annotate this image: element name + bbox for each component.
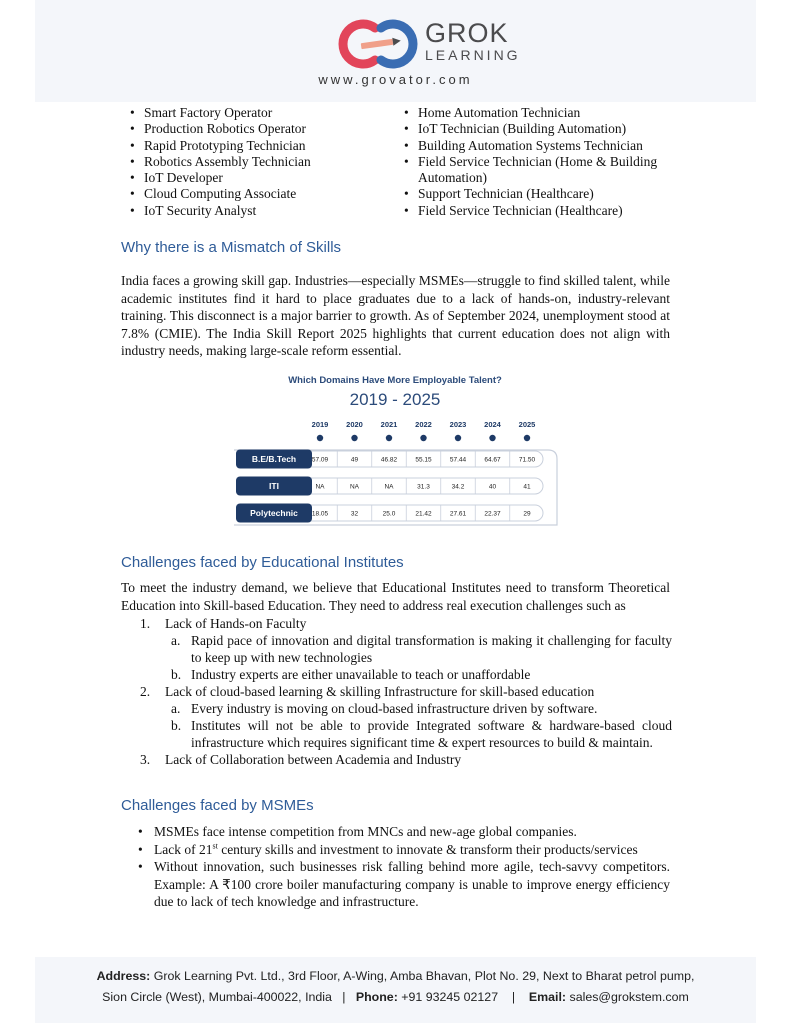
list-item: b. Institutes will not be able to provide Integrated software & hardware-based cloud infrastructure which requires significant time & expert resources to build & maintain.	[171, 718, 672, 750]
mismatch-heading: Why there is a Mismatch of Skills	[121, 239, 342, 256]
list-item: • Building Automation Systems Technician	[398, 138, 678, 154]
year-label: 2024	[484, 420, 501, 429]
list-item: • Field Service Technician (Healthcare)	[398, 203, 678, 219]
mismatch-paragraph: India faces a growing skill gap. Industries—especially MSMEs—struggle to find skilled talent, while academic institutes find it hard to place graduates due to a lack of hands-on, industry-relevant training. This disconnect is a major barrier to growth. As of September 2024, unemployment stood at 7.8% (CMIE). The India Skill Report 2025 highlights that current education does not align with industry needs, making large-scale reform essential.	[121, 273, 670, 358]
page-header	[35, 0, 756, 102]
footer-contact-line: Sion Circle (West), Mumbai-400022, India | Phone: +91 93245 02127 | Email: sales@grokstem.com	[102, 990, 689, 1004]
cell-value: 25.0	[382, 510, 396, 518]
cell-value: 27.61	[449, 510, 467, 518]
cell-value: 40	[488, 483, 497, 491]
list-item: • Cloud Computing Associate	[124, 186, 384, 202]
year-dot	[420, 435, 426, 441]
cell-value: 34.2	[451, 483, 465, 491]
year-label: 2022	[415, 420, 432, 429]
cell-value: 57.09	[311, 456, 329, 464]
year-dot	[455, 435, 461, 441]
cell-value: NA	[349, 483, 360, 491]
footer-email[interactable]: sales@grokstem.com	[566, 990, 689, 1004]
list-item: • IoT Technician (Building Automation)	[398, 121, 678, 137]
page-footer	[35, 957, 756, 1023]
cell-value: 32	[350, 510, 359, 518]
footer-phone[interactable]: +91 93245 02127	[397, 990, 499, 1004]
cell-value: 57.44	[449, 456, 467, 464]
brand-subtitle: LEARNING	[425, 47, 521, 63]
list-item: 3. Lack of Collaboration between Academia and Industry	[140, 752, 462, 767]
cell-value: NA	[315, 483, 325, 491]
cell-value: 55.15	[415, 456, 432, 464]
list-item: • Production Robotics Operator	[124, 121, 384, 137]
list-item: • Lack of 21st century skills and investment to innovate & transform their products/services	[130, 841, 670, 859]
cell-value: 46.82	[380, 456, 398, 464]
employability-chart	[230, 372, 560, 532]
year-label: 2021	[380, 420, 398, 429]
row-label: B.E/B.Tech	[251, 454, 297, 464]
list-item: • IoT Developer	[124, 170, 384, 186]
year-dot	[489, 435, 495, 441]
row-label: ITI	[269, 481, 279, 491]
cell-value: 29	[523, 510, 531, 518]
year-dot	[524, 435, 530, 441]
year-dot	[386, 435, 392, 441]
cell-value: 18.05	[311, 510, 329, 518]
year-label: 2023	[449, 420, 467, 429]
institutes-challenges-list	[140, 615, 672, 768]
chart-table-svg	[230, 372, 560, 532]
footer-address-line: Address: Grok Learning Pvt. Ltd., 3rd Floor, A-Wing, Amba Bhavan, Plot No. 29, Next to Bharat petrol pump,	[96, 969, 695, 983]
year-label: 2025	[518, 420, 536, 429]
year-dot	[317, 435, 323, 441]
cell-value: 49	[350, 456, 359, 464]
institutes-intro: To meet the industry demand, we believe that Educational Institutes need to transform Theoretical Education into Skill-based Education. They need to address real execution challenges such as	[121, 580, 670, 613]
row-label: Polytechnic	[250, 508, 298, 518]
website-link[interactable]: www.grovator.com	[318, 72, 473, 87]
list-item: • Smart Factory Operator	[124, 105, 384, 121]
msme-challenges-list	[130, 823, 670, 911]
institutes-heading: Challenges faced by Educational Institutes	[121, 554, 404, 571]
msme-heading: Challenges faced by MSMEs	[121, 797, 314, 814]
chart-title: Which Domains Have More Employable Talent?	[288, 375, 502, 386]
cell-value: 41	[523, 483, 531, 491]
cell-value: 71.50	[518, 456, 536, 464]
list-item: b. Industry experts are either unavailable to teach or unaffordable	[171, 667, 531, 682]
list-item: • IoT Security Analyst	[124, 203, 384, 219]
list-item: a. Rapid pace of innovation and digital transformation is making it challenging for faculty to keep up with new technologies	[171, 633, 672, 665]
cell-value: 22.37	[484, 510, 501, 518]
list-item: 1. Lack of Hands-on Faculty	[140, 616, 307, 631]
list-item: 2. Lack of cloud-based learning & skilling Infrastructure for skill-based education	[140, 684, 595, 699]
list-item: a. Every industry is moving on cloud-based infrastructure driven by software.	[171, 701, 598, 716]
chart-subtitle: 2019 - 2025	[349, 390, 441, 409]
cell-value: 31.3	[417, 483, 430, 491]
list-item: • Rapid Prototyping Technician	[124, 138, 384, 154]
roles-list-right	[398, 105, 678, 219]
cell-value: NA	[384, 483, 394, 491]
year-dot	[351, 435, 357, 441]
list-item: • Robotics Assembly Technician	[124, 154, 384, 170]
list-item: • Support Technician (Healthcare)	[398, 186, 678, 202]
list-item: • MSMEs face intense competition from MNCs and new-age global companies.	[130, 823, 670, 841]
year-label: 2020	[346, 420, 363, 429]
list-item: • Home Automation Technician	[398, 105, 678, 121]
list-item: • Field Service Technician (Home & Building Automation)	[398, 154, 678, 187]
cell-value: 64.67	[484, 456, 501, 464]
year-label: 2019	[311, 420, 329, 429]
cell-value: 21.42	[415, 510, 432, 518]
roles-list-left	[124, 105, 384, 219]
brand-name: GROK	[425, 18, 509, 48]
list-item: • Without innovation, such businesses risk falling behind more agile, tech-savvy competitors. Example: A ₹100 crore boiler manufacturing company is unable to improve energy efficiency due to lack of tech knowledge and infrastructure.	[130, 858, 670, 911]
